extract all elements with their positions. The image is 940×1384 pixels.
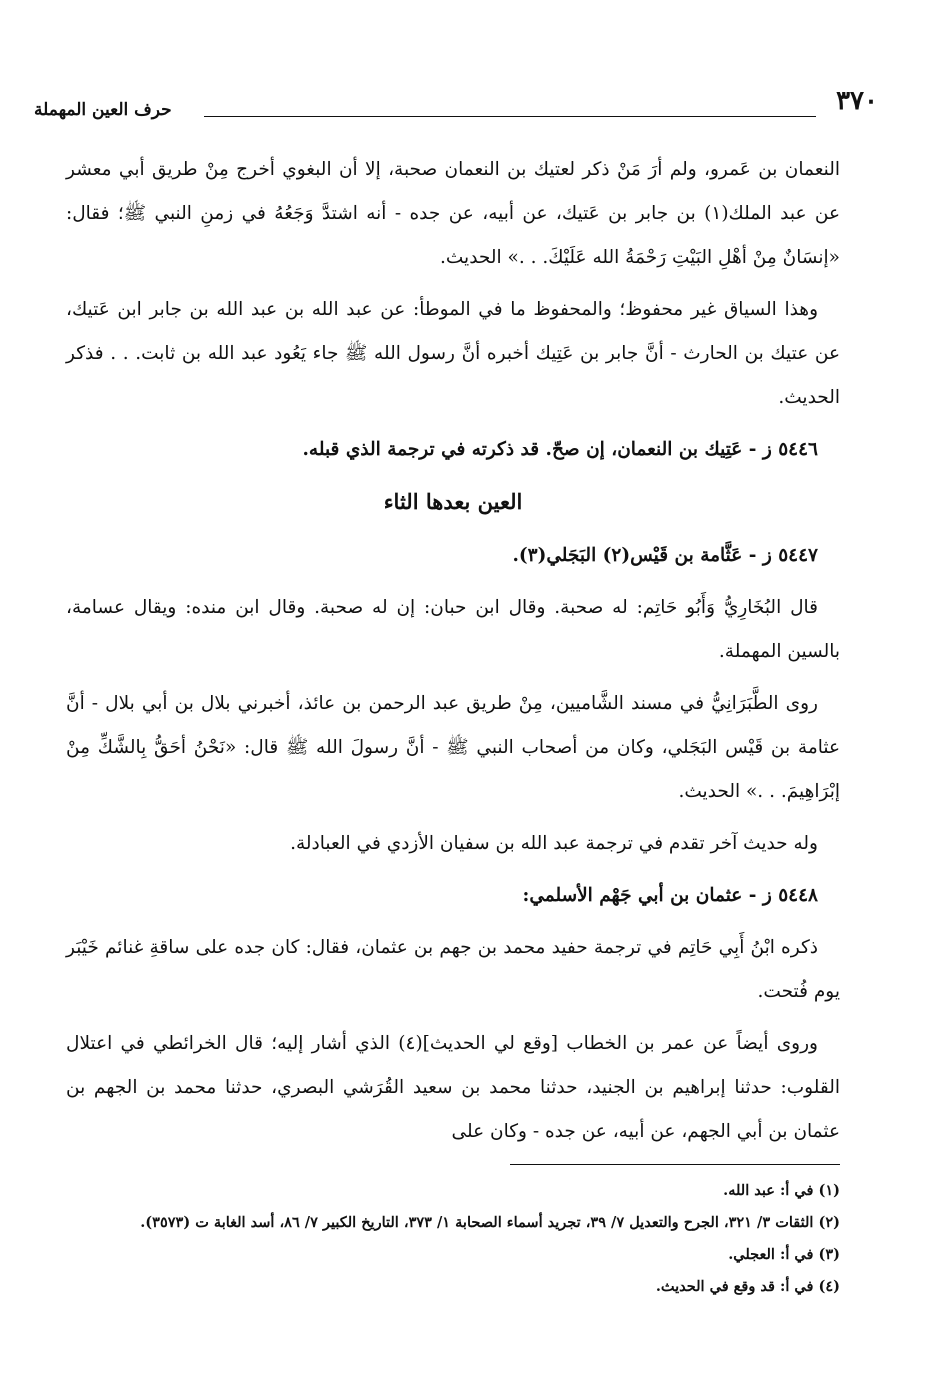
footnote: (١) في أ: عبد الله. [723, 1182, 840, 1199]
paragraph: وله حديث آخر تقدم في ترجمة عبد الله بن سفيان الأزدي في العبادلة. [290, 833, 818, 854]
page-number: ٣٧٠ [836, 86, 878, 116]
entry-heading: ٥٤٤٧ ز - عَثَّامة بن قَيْس(٢) البَجَلي(٣). [512, 545, 818, 566]
paragraph: وهذا السياق غير محفوظ؛ والمحفوظ ما في الموطأ: عن عبد الله بن عبد الله بن جابر ابن عَتيك، عن عتيك بن الحارث - أنَّ جابر بن عَتِيك أخبره أنَّ رسول الله ﷺ جاء يَعُود عبد الله بن ثابت. . . فذكر الحديث. [66, 299, 840, 408]
running-title: حرف العين المهملة [34, 100, 172, 120]
footnote-rule [510, 1164, 840, 1165]
paragraph: النعمان بن عَمرو، ولم أرَ مَنْ ذكر لعتيك بن النعمان صحبة، إلا أن البغوي أخرج مِنْ طريق أبي معشر عن عبد الملك(١) بن جابر بن عَتيك، عن أبيه، عن جده - أنه اشتدَّ وَجَعُهُ في زمنِ النبي ﷺ؛ فقال: «إنسَانٌ مِنْ أهْلِ البَيْتِ رَحْمَةُ الله عَلَيْكَ. . .» الحديث. [66, 159, 840, 268]
paragraph: قال البُخَارِيُّ وَأَبُو حَاتِم: له صحبة. وقال ابن حبان: إن له صحبة. وقال ابن منده: ويقال عسامة، بالسين المهملة. [66, 597, 840, 662]
footnotes [66, 1178, 840, 1306]
paragraph: روى الطَّبَرَانِيُّ في مسند الشَّاميين، مِنْ طريق عبد الرحمن بن عائذ، أخبرني بلال بن أبي بلال - أنَّ عثامة بن قَيْس البَجَلي، وكان من أصحاب النبي ﷺ - أنَّ رسولَ الله ﷺ قال: «نَحْنُ أحَقُّ بِالشَّكِّ مِنْ إبْرَاهِيمَ. . .» الحديث. [66, 693, 840, 802]
footnote: (٢) الثقات ٣/ ٣٢١، الجرح والتعديل ٧/ ٣٩، تجريد أسماء الصحابة ١/ ٣٧٣، التاريخ الكبير ٧/ ٨٦، أسد الغابة ت (٣٥٧٣). [140, 1214, 840, 1231]
entry-heading: ٥٤٤٨ ز - عثمان بن أبي جَهْم الأسلمي: [522, 885, 818, 906]
footnote: (٤) في أ: قد وقع في الحديث. [655, 1278, 840, 1295]
header-rule [204, 116, 816, 117]
paragraph: ذكره ابْنُ أَبِي حَاتِم في ترجمة حفيد محمد بن جهم بن عثمان، فقال: كان جده على ساقةِ غنائم خَيْبَر يوم فُتحت. [66, 937, 840, 1002]
page-header [34, 86, 878, 126]
paragraph: وروى أيضاً عن عمر بن الخطاب [وقع لي الحديث](٤) الذي أشار إليه؛ قال الخرائطي في اعتلال القلوب: حدثنا إبراهيم بن الجنيد، حدثنا محمد بن سعيد القُرَشي البصري، حدثنا محمد بن الجهم بن عثمان بن أبي الجهم، عن أبيه، عن جده - وكان على [66, 1033, 840, 1142]
section-title: العين بعدها الثاء [383, 489, 523, 514]
footnote: (٣) في أ: العجلي. [728, 1246, 840, 1263]
main-text [66, 148, 840, 1162]
entry-heading: ٥٤٤٦ ز - عَتِيك بن النعمان، إن صحّ. قد ذكرته في ترجمة الذي قبله. [302, 439, 818, 460]
